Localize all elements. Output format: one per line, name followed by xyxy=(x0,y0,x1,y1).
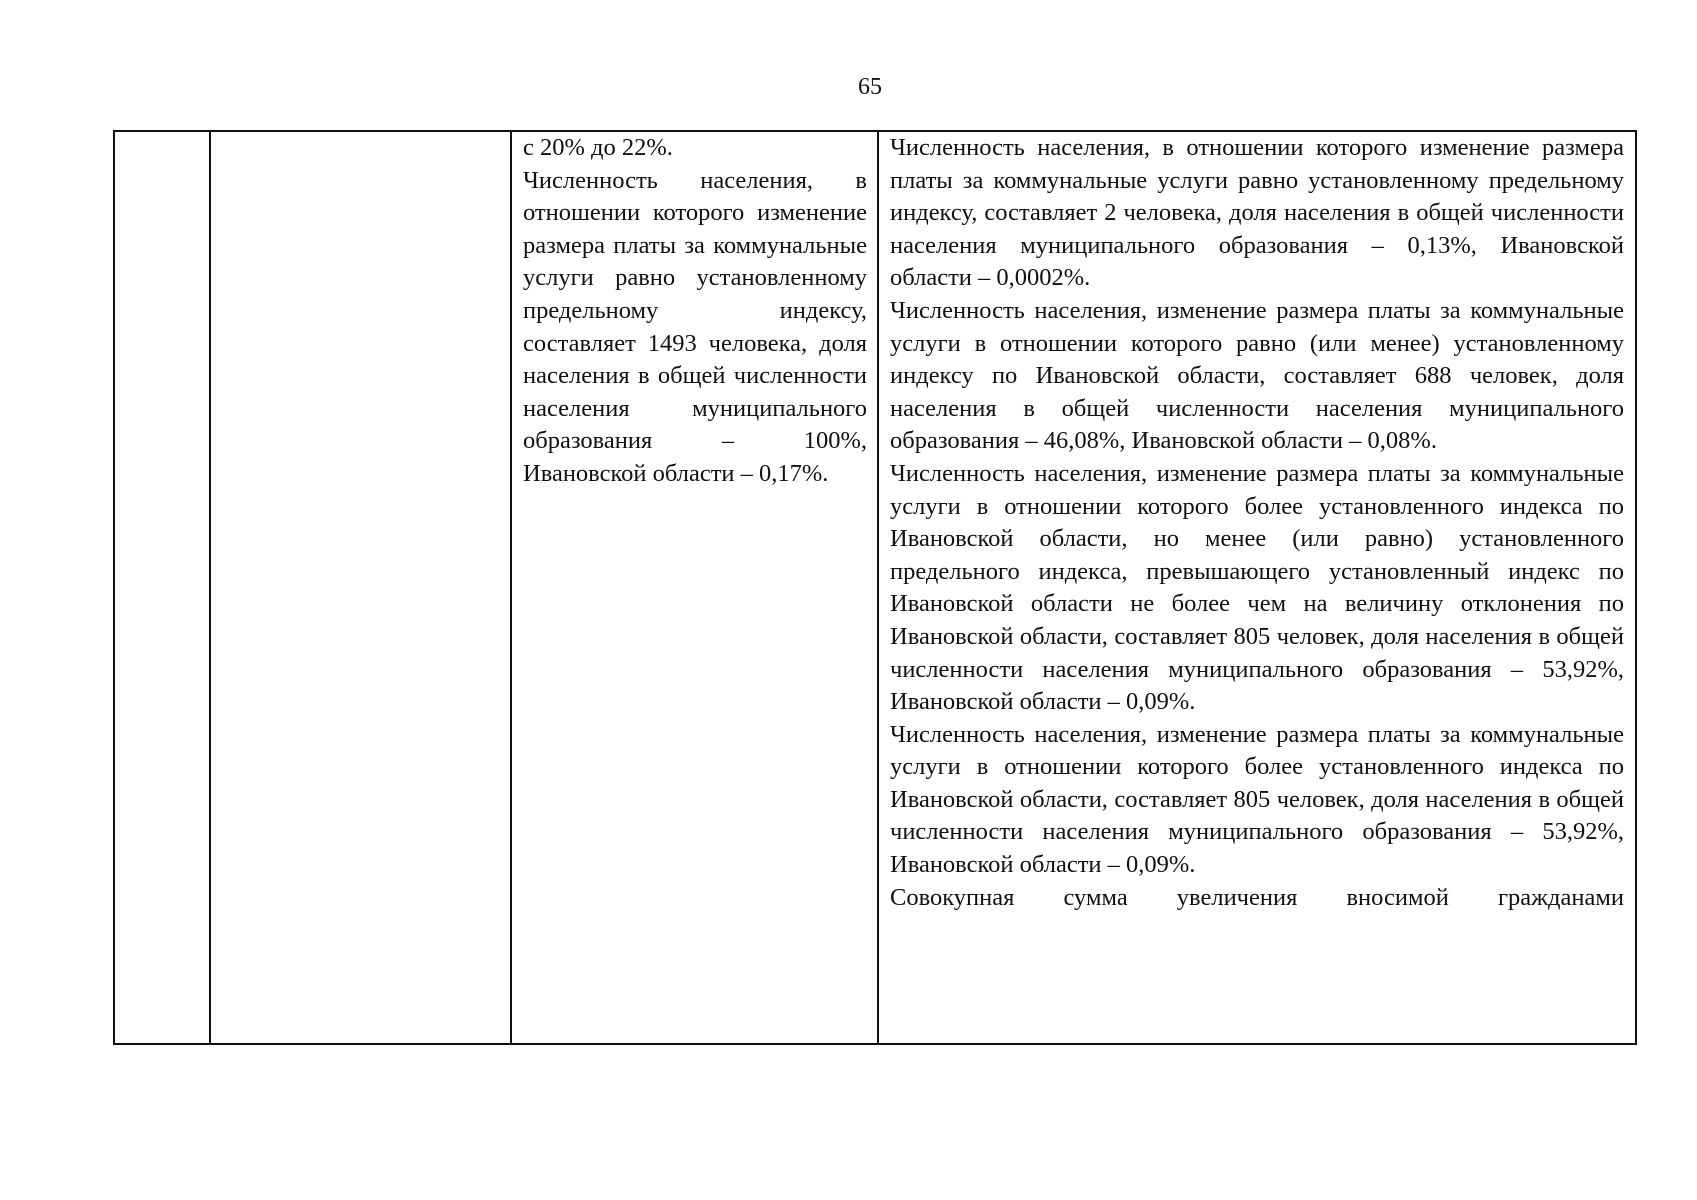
paragraph: с 20% до 22%. xyxy=(523,134,673,161)
cell-paragraphs xyxy=(879,132,1635,914)
table-row xyxy=(114,131,1636,1044)
table-cell-number xyxy=(114,131,210,1044)
paragraph: Численность населения, изменение размера платы за коммунальные услуги в отношении которого более установленного индекса по Ивановской области, составляет 805 человек, доля населения в общей численности населения муниципального образования – 53,92%, Ивановской области – 0,09%. xyxy=(890,720,1624,879)
paragraph: Численность населения, в отношении которого изменение размера платы за коммунальные услуги равно установленному предельному индексу, составляет 1493 человека, доля населения в общей численности населения муниципального образования – 100%, Ивановской области – 0,17%. xyxy=(523,166,867,487)
page-number: 65 xyxy=(858,74,882,100)
document-table xyxy=(113,130,1637,1045)
cell-paragraphs xyxy=(512,132,877,491)
table-cell-name xyxy=(210,131,511,1044)
paragraph: Численность населения, в отношении которого изменение размера платы за коммунальные услуги равно установленному предельному индексу, составляет 2 человека, доля населения в общей численности населения муниципального образования – 0,13%, Ивановской области – 0,0002%. xyxy=(890,134,1624,292)
table-cell-description xyxy=(511,131,878,1044)
paragraph: Совокупная сумма увеличения вносимой гражданами xyxy=(890,883,1624,911)
paragraph: Численность населения, изменение размера платы за коммунальные услуги в отношении которого равно (или менее) установленному индексу по Ивановской области, составляет 688 человек, доля населения в общей численности населения муниципального образования – 46,08%, Ивановской области – 0,08%. xyxy=(890,296,1624,455)
paragraph: Численность населения, изменение размера платы за коммунальные услуги в отношении которого более установленного индекса по Ивановской области, но менее (или равно) установленного предельного индекса, превышающего установленный индекс по Ивановской области не более чем на величину отклонения по Ивановской области, составляет 805 человек, доля населения в общей численности населения муниципального образования – 53,92%, Ивановской области – 0,09%. xyxy=(890,459,1624,716)
table-cell-population-data xyxy=(878,131,1636,1044)
